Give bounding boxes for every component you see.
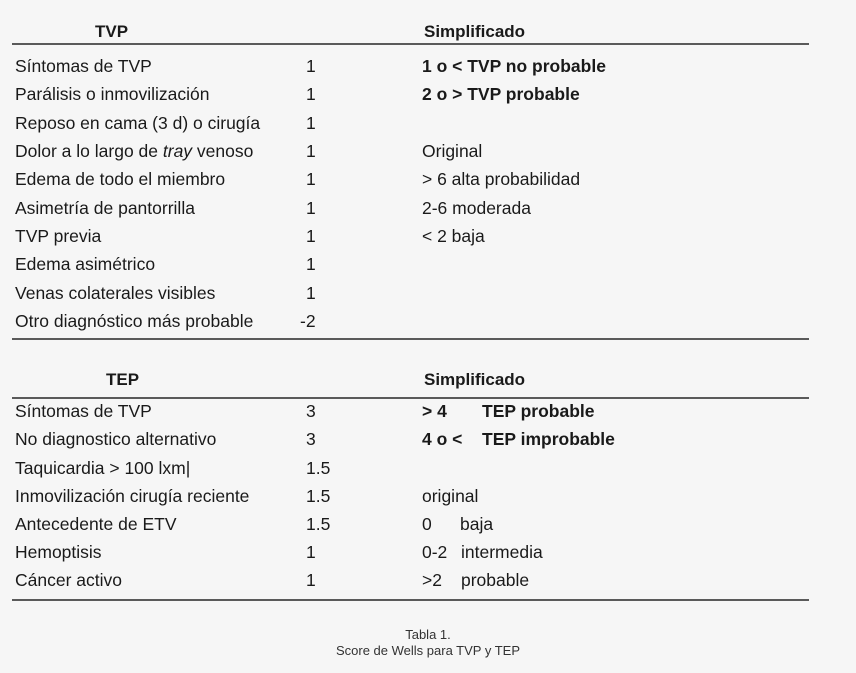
- tvp-header-rule: [12, 43, 809, 45]
- tvp-row-score: 1: [306, 283, 316, 303]
- tvp-row-score: 1: [306, 169, 316, 189]
- tep-simplified-range: > 4: [422, 401, 447, 421]
- tvp-simplified-item: 2 o > TVP probable: [422, 84, 580, 104]
- tep-simplified-text: TEP probable: [482, 401, 595, 421]
- tep-simplified-header: Simplificado: [424, 370, 526, 389]
- tep-bottom-rule: [12, 599, 809, 601]
- tvp-row-score: 1: [306, 84, 316, 104]
- tep-original-range: 0: [422, 514, 432, 534]
- tvp-header: TVP: [95, 22, 129, 41]
- tep-original-text: intermedia: [461, 542, 543, 562]
- tep-row-label: No diagnostico alternativo: [15, 429, 217, 449]
- tvp-row-score: 1: [306, 254, 316, 274]
- tvp-row-score: 1: [306, 226, 316, 246]
- tep-row-label: Hemoptisis: [15, 542, 102, 562]
- tvp-original-title: Original: [422, 141, 483, 161]
- caption-title: Tabla 1.: [405, 627, 451, 642]
- tvp-row-label: Asimetría de pantorrilla: [15, 198, 195, 218]
- tvp-row-score: -2: [300, 311, 316, 331]
- tvp-row-score: 1: [306, 141, 316, 161]
- tep-original-text: probable: [461, 570, 530, 590]
- tep-row-score: 1: [306, 570, 316, 590]
- tvp-simplified-header: Simplificado: [424, 22, 526, 41]
- tvp-row-label: Venas colaterales visibles: [15, 283, 216, 303]
- tep-header-rule: [12, 397, 809, 399]
- tep-row-label: Antecedente de ETV: [15, 514, 177, 534]
- tvp-simplified-item: 1 o < TVP no probable: [422, 56, 606, 76]
- tvp-original-item: 2-6 moderada: [422, 198, 531, 218]
- tvp-row-label: Reposo en cama (3 d) o cirugía: [15, 113, 261, 133]
- tep-row-score: 1.5: [306, 458, 331, 478]
- tvp-row-label: TVP previa: [15, 226, 102, 246]
- tep-row-score: 3: [306, 401, 316, 421]
- tep-header: TEP: [106, 370, 140, 389]
- tvp-row-score: 1: [306, 56, 316, 76]
- tep-row-label: Taquicardia > 100 lxm|: [15, 458, 191, 478]
- tvp-original-item: > 6 alta probabilidad: [422, 169, 581, 189]
- tvp-row-label: Dolor a lo largo de tray venoso: [15, 141, 254, 161]
- tvp-bottom-rule: [12, 338, 809, 340]
- tvp-row-label: Edema asimétrico: [15, 254, 156, 274]
- tep-row-label: Síntomas de TVP: [15, 401, 152, 421]
- tep-row-label: Cáncer activo: [15, 570, 122, 590]
- tvp-row-label: Síntomas de TVP: [15, 56, 152, 76]
- tep-row-score: 1: [306, 542, 316, 562]
- tep-simplified-text: TEP improbable: [482, 429, 615, 449]
- tep-original-range: 0-2: [422, 542, 448, 562]
- tep-original-title: original: [422, 486, 479, 506]
- tvp-row-label: Edema de todo el miembro: [15, 169, 226, 189]
- tvp-row-label: Parálisis o inmovilización: [15, 84, 210, 104]
- tep-row-label: Inmovilización cirugía reciente: [15, 486, 250, 506]
- caption-subtitle: Score de Wells para TVP y TEP: [335, 643, 520, 658]
- tep-row-score: 1.5: [306, 514, 331, 534]
- tep-original-text: baja: [460, 514, 494, 534]
- tep-row-score: 3: [306, 429, 316, 449]
- tvp-row-label: Otro diagnóstico más probable: [15, 311, 254, 331]
- tep-row-score: 1.5: [306, 486, 331, 506]
- tep-simplified-range: 4 o <: [422, 429, 463, 449]
- tvp-row-score: 1: [306, 113, 316, 133]
- tvp-original-item: < 2 baja: [422, 226, 485, 246]
- tvp-row-score: 1: [306, 198, 316, 218]
- tep-original-range: >2: [422, 570, 442, 590]
